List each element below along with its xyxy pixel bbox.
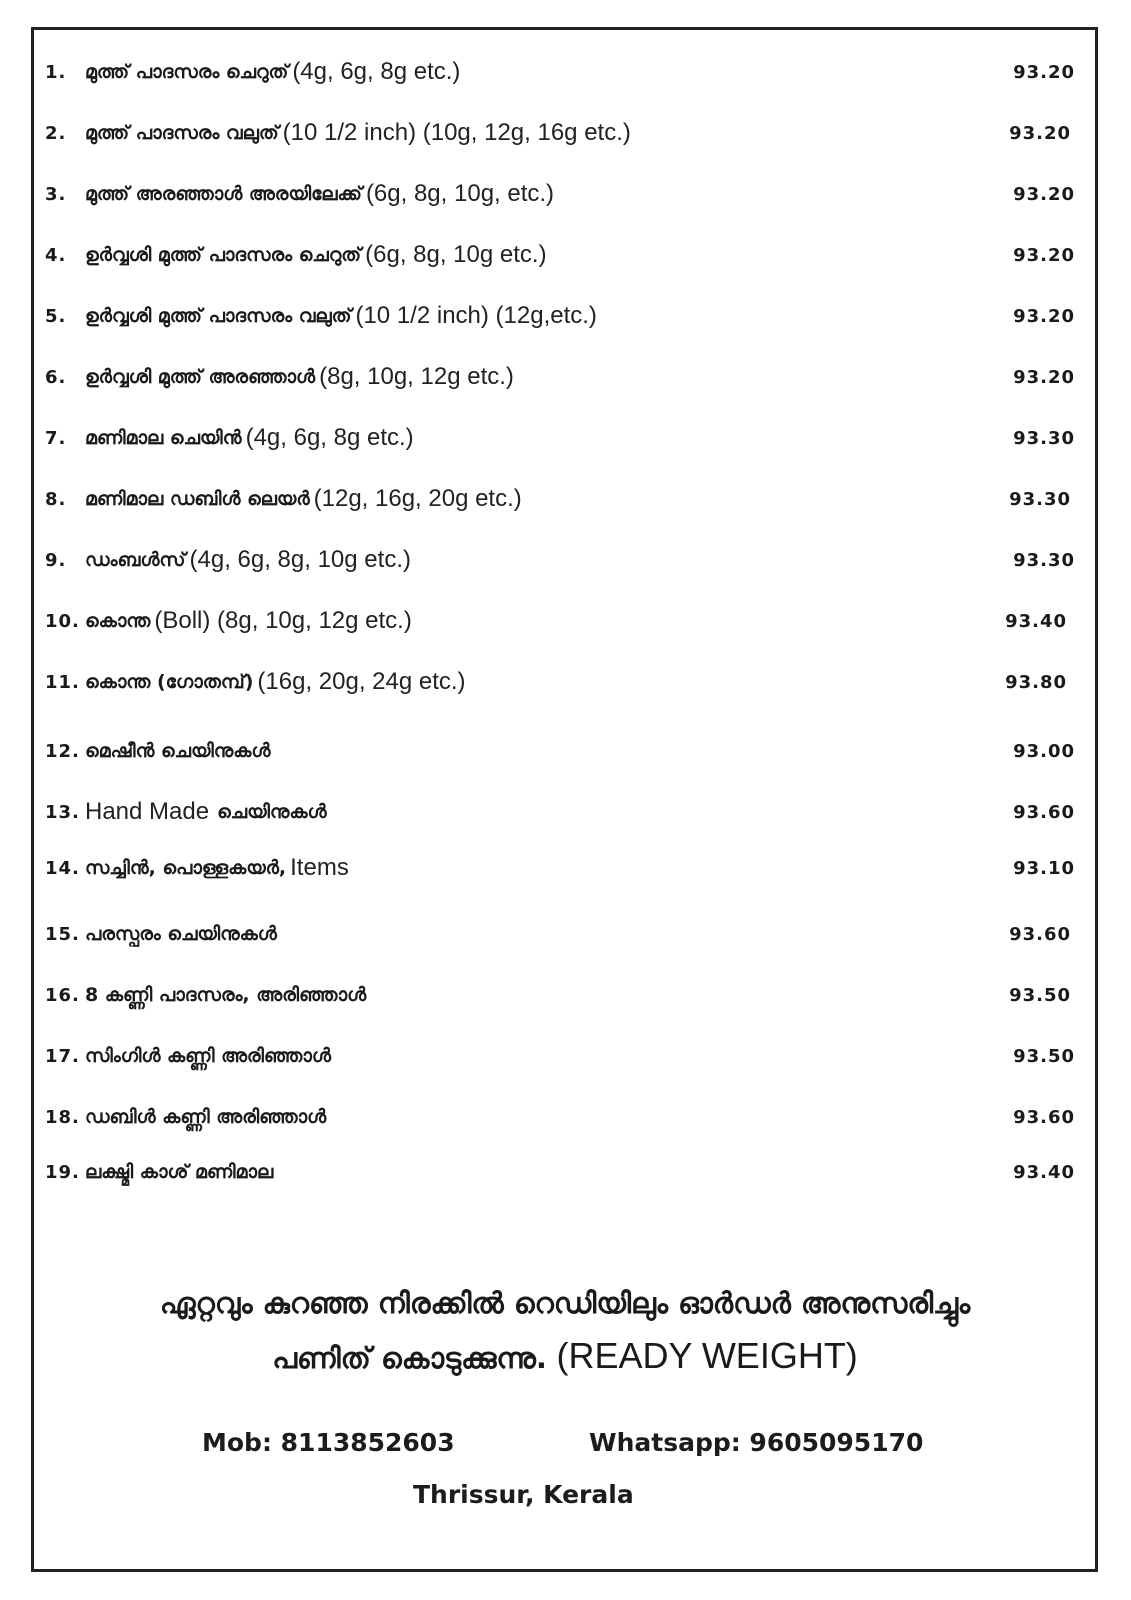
item-name: ഉർവ്വശി മുത്ത് പാദസരം വലുത്	[85, 305, 352, 327]
item-number: 15.	[45, 923, 80, 945]
item-number: 1.	[45, 61, 67, 83]
item-name: സച്ചിൻ, പൊള്ളകയർ,	[85, 857, 287, 879]
item-spec: Items	[290, 854, 349, 881]
item-number: 3.	[45, 183, 67, 205]
ready-weight-note	[40, 1277, 1090, 1385]
item-spec: (Boll) (8g, 10g, 12g etc.)	[154, 607, 412, 634]
item-number: 10.	[45, 610, 80, 632]
item-rate: 93.20	[1013, 305, 1075, 327]
list-item	[45, 174, 1075, 214]
item-name: ഉർവ്വശി മുത്ത് പാദസരം ചെറുത്	[85, 244, 362, 266]
item-name: മണിമാല ചെയിൻ	[85, 427, 242, 449]
item-rate: 93.00	[1013, 740, 1075, 762]
item-name: സിംഗിൾ കണ്ണി അരിഞ്ഞാൾ	[85, 1045, 331, 1067]
item-spec: (8g, 10g, 12g etc.)	[319, 363, 514, 390]
item-name: കൊന്ത (ഗോതമ്പ്)	[85, 671, 254, 693]
list-item	[45, 731, 1075, 771]
ready-weight-label: (READY WEIGHT)	[556, 1335, 858, 1376]
item-rate: 93.60	[1013, 1106, 1075, 1128]
item-number: 8.	[45, 488, 67, 510]
note-line-2-text: പണിത് കൊടുക്കുന്നു.	[272, 1341, 547, 1375]
item-number: 2.	[45, 122, 67, 144]
item-rate: 93.20	[1013, 61, 1075, 83]
list-item	[45, 296, 1075, 336]
item-number: 6.	[45, 366, 67, 388]
list-item	[45, 1036, 1075, 1076]
list-item	[45, 540, 1075, 580]
item-number: 14.	[45, 857, 80, 879]
item-number: 13.	[45, 801, 80, 823]
item-name: ചെയിനുകൾ	[217, 801, 327, 823]
whatsapp-number: Whatsapp: 9605095170	[589, 1428, 924, 1457]
item-name: മെഷീൻ ചെയിനുകൾ	[85, 740, 271, 762]
item-rate: 93.60	[1009, 923, 1071, 945]
item-rate: 93.20	[1013, 366, 1075, 388]
item-spec: (4g, 6g, 8g, 10g etc.)	[189, 546, 411, 573]
item-rate: 93.50	[1013, 1045, 1075, 1067]
item-rate: 93.30	[1013, 549, 1075, 571]
item-name: കൊന്ത	[85, 610, 151, 632]
list-item	[45, 792, 1075, 832]
item-spec: (4g, 6g, 8g etc.)	[292, 58, 461, 85]
item-rate: 93.60	[1013, 801, 1075, 823]
item-name: ലക്ഷ്മി കാശ് മണിമാല	[85, 1161, 274, 1183]
list-item	[45, 914, 1075, 954]
item-name: മണിമാല ഡബിൾ ലെയർ	[85, 488, 310, 510]
item-number: 5.	[45, 305, 67, 327]
item-spec: (16g, 20g, 24g etc.)	[257, 668, 466, 695]
item-spec: (12g, 16g, 20g etc.)	[313, 485, 522, 512]
item-rate: 93.50	[1009, 984, 1071, 1006]
list-item	[45, 975, 1075, 1015]
list-item	[45, 52, 1075, 92]
list-item	[45, 113, 1075, 153]
item-number: 12.	[45, 740, 80, 762]
item-number: 16.	[45, 984, 80, 1006]
list-item	[45, 848, 1075, 888]
item-rate: 93.40	[1005, 610, 1067, 632]
item-spec: (6g, 8g, 10g etc.)	[365, 241, 547, 268]
item-rate: 93.20	[1009, 122, 1071, 144]
item-name: പരസ്പരം ചെയിനുകൾ	[85, 923, 277, 945]
note-line-1-text: ഏറ്റവും കുറഞ്ഞ നിരക്കിൽ റെഡിയിലും ഓർഡർ അനുസരിച്ചും	[159, 1286, 971, 1320]
item-name: മുത്ത് പാദസരം ചെറുത്	[85, 61, 289, 83]
list-item	[45, 357, 1075, 397]
item-spec: (10 1/2 inch) (10g, 12g, 16g etc.)	[282, 119, 631, 146]
list-item	[45, 235, 1075, 275]
item-rate: 93.80	[1005, 671, 1067, 693]
item-spec: (4g, 6g, 8g etc.)	[245, 424, 414, 451]
item-rate: 93.20	[1013, 183, 1075, 205]
item-name: ഡബിൾ കണ്ണി അരിഞ്ഞാൾ	[85, 1106, 327, 1128]
item-number: 7.	[45, 427, 67, 449]
item-rate: 93.20	[1013, 244, 1075, 266]
item-name: ഡംബൾസ്	[85, 549, 186, 571]
mobile-number: Mob: 8113852603	[202, 1428, 455, 1457]
item-rate: 93.30	[1009, 488, 1071, 510]
item-name: 8 കണ്ണി പാദസരം, അരിഞ്ഞാൾ	[85, 984, 367, 1006]
item-spec: (6g, 8g, 10g, etc.)	[365, 180, 555, 207]
item-rate: 93.40	[1013, 1161, 1075, 1183]
note-line-2	[40, 1330, 1090, 1385]
list-item	[45, 601, 1075, 641]
item-number: 11.	[45, 671, 80, 693]
list-item	[45, 1152, 1075, 1192]
item-number: 18.	[45, 1106, 80, 1128]
list-item	[45, 1097, 1075, 1137]
item-name: മുത്ത് പാദസരം വലുത്	[85, 122, 279, 144]
item-name: ഉർവ്വശി മുത്ത് അരഞ്ഞാൾ	[85, 366, 316, 388]
item-spec: (10 1/2 inch) (12g,etc.)	[355, 302, 597, 329]
list-item	[45, 479, 1075, 519]
note-line-1	[40, 1277, 1090, 1330]
item-spec: Hand Made	[85, 798, 210, 825]
item-number: 19.	[45, 1161, 80, 1183]
list-item	[45, 662, 1075, 702]
item-rate: 93.10	[1013, 857, 1075, 879]
list-item	[45, 418, 1075, 458]
item-rate: 93.30	[1013, 427, 1075, 449]
item-name: മുത്ത് അരഞ്ഞാൾ അരയിലേക്ക്	[85, 183, 362, 205]
location: Thrissur, Kerala	[413, 1480, 634, 1509]
item-number: 17.	[45, 1045, 80, 1067]
item-number: 4.	[45, 244, 67, 266]
item-number: 9.	[45, 549, 67, 571]
